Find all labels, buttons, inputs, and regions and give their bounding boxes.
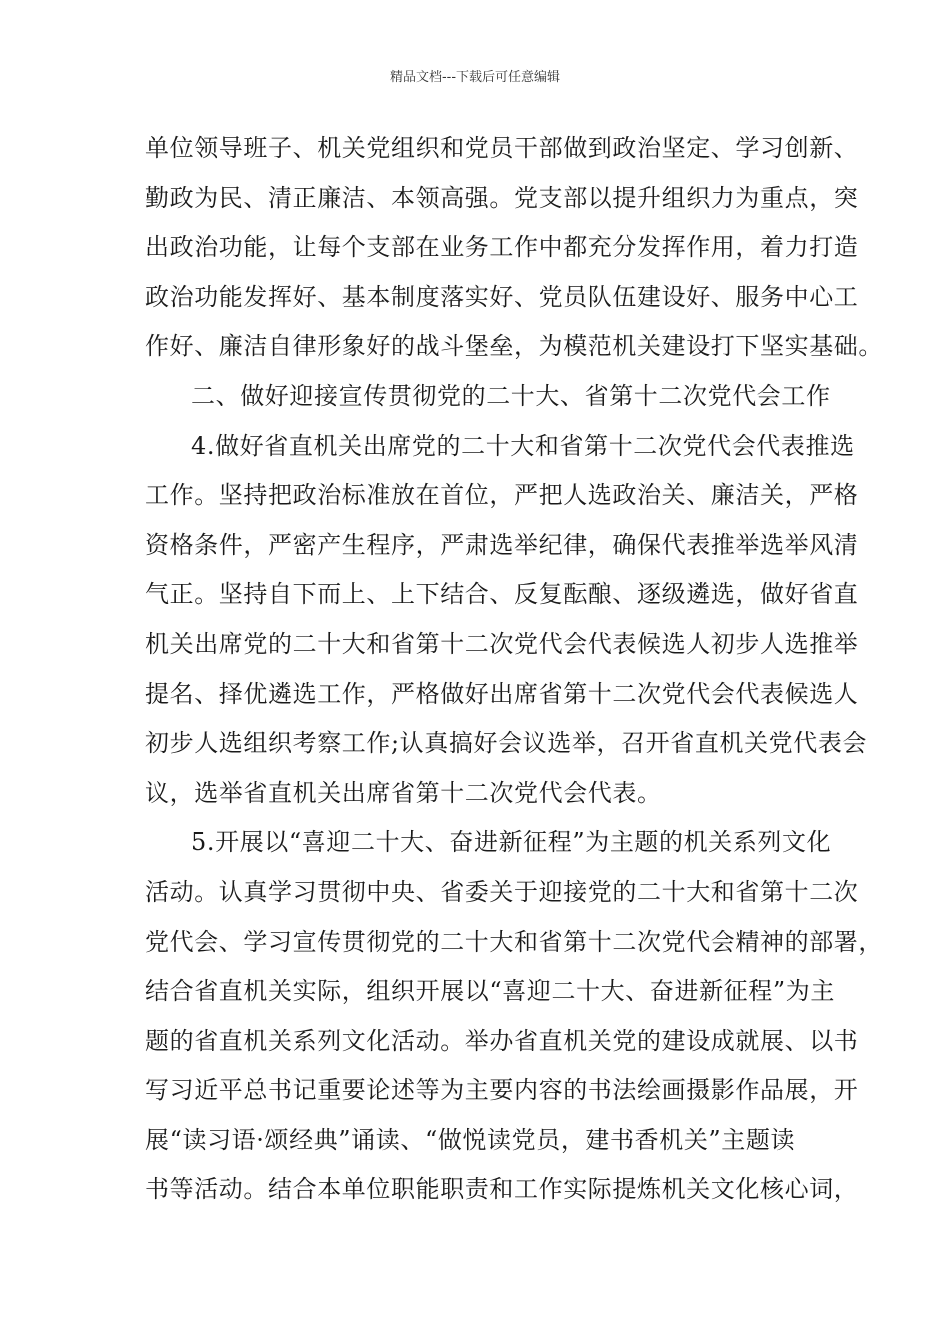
text-line: 结合省直机关实际，组织开展以“喜迎二十大、奋进新征程”为主: [145, 977, 835, 1006]
text-line: 气正。坚持自下而上、上下结合、反复酝酿、逐级遴选，做好省直: [145, 580, 859, 609]
text-line: 出政治功能，让每个支部在业务工作中都充分发挥作用，着力打造: [145, 233, 859, 262]
section-heading: 二、做好迎接宣传贯彻党的二十大、省第十二次党代会工作: [191, 381, 831, 410]
text-line: 题的省直机关系列文化活动。举办省直机关党的建设成就展、以书: [145, 1026, 859, 1055]
text-line: 活动。认真学习贯彻中央、省委关于迎接党的二十大和省第十二次: [145, 877, 859, 906]
text-line: 书等活动。结合本单位职能职责和工作实际提炼机关文化核心词，: [145, 1175, 859, 1204]
text-line: 议，选举省直机关出席省第十二次党代会代表。: [145, 778, 662, 807]
document-body: [145, 128, 883, 1219]
text-line: 展“读习语·颂经典”诵读、“做悦读党员，建书香机关”主题读: [145, 1125, 796, 1154]
text-line: 提名、择优遴选工作，严格做好出席省第十二次党代会代表候选人: [145, 679, 859, 708]
text-line: 写习近平总书记重要论述等为主要内容的书法绘画摄影作品展，开: [145, 1076, 859, 1105]
page-header: 精品文档---下载后可任意编辑: [389, 70, 561, 85]
text-line: 4.做好省直机关出席党的二十大和省第十二次党代会代表推选: [191, 431, 855, 460]
text-line: 初步人选组织考察工作;认真搞好会议选举，召开省直机关党代表会: [145, 729, 868, 758]
text-line: 党代会、学习宣传贯彻党的二十大和省第十二次党代会精神的部署，: [145, 927, 883, 956]
text-line: 机关出席党的二十大和省第十二次党代会代表候选人初步人选推举: [145, 629, 859, 658]
text-line: 单位领导班子、机关党组织和党员干部做到政治坚定、学习创新、: [145, 134, 859, 162]
text-line: 工作。坚持把政治标准放在首位，严把人选政治关、廉洁关，严格: [145, 481, 859, 510]
text-line: 5.开展以“喜迎二十大、奋进新征程”为主题的机关系列文化: [191, 828, 832, 857]
text-line: 政治功能发挥好、基本制度落实好、党员队伍建设好、服务中心工: [145, 282, 859, 311]
text-line: 资格条件，严密产生程序，严肃选举纪律，确保代表推举选举风清: [145, 530, 859, 559]
text-line: 勤政为民、清正廉洁、本领高强。党支部以提升组织力为重点，突: [145, 183, 859, 212]
text-line: 作好、廉洁自律形象好的战斗堡垒，为模范机关建设打下坚实基础。: [145, 332, 883, 361]
